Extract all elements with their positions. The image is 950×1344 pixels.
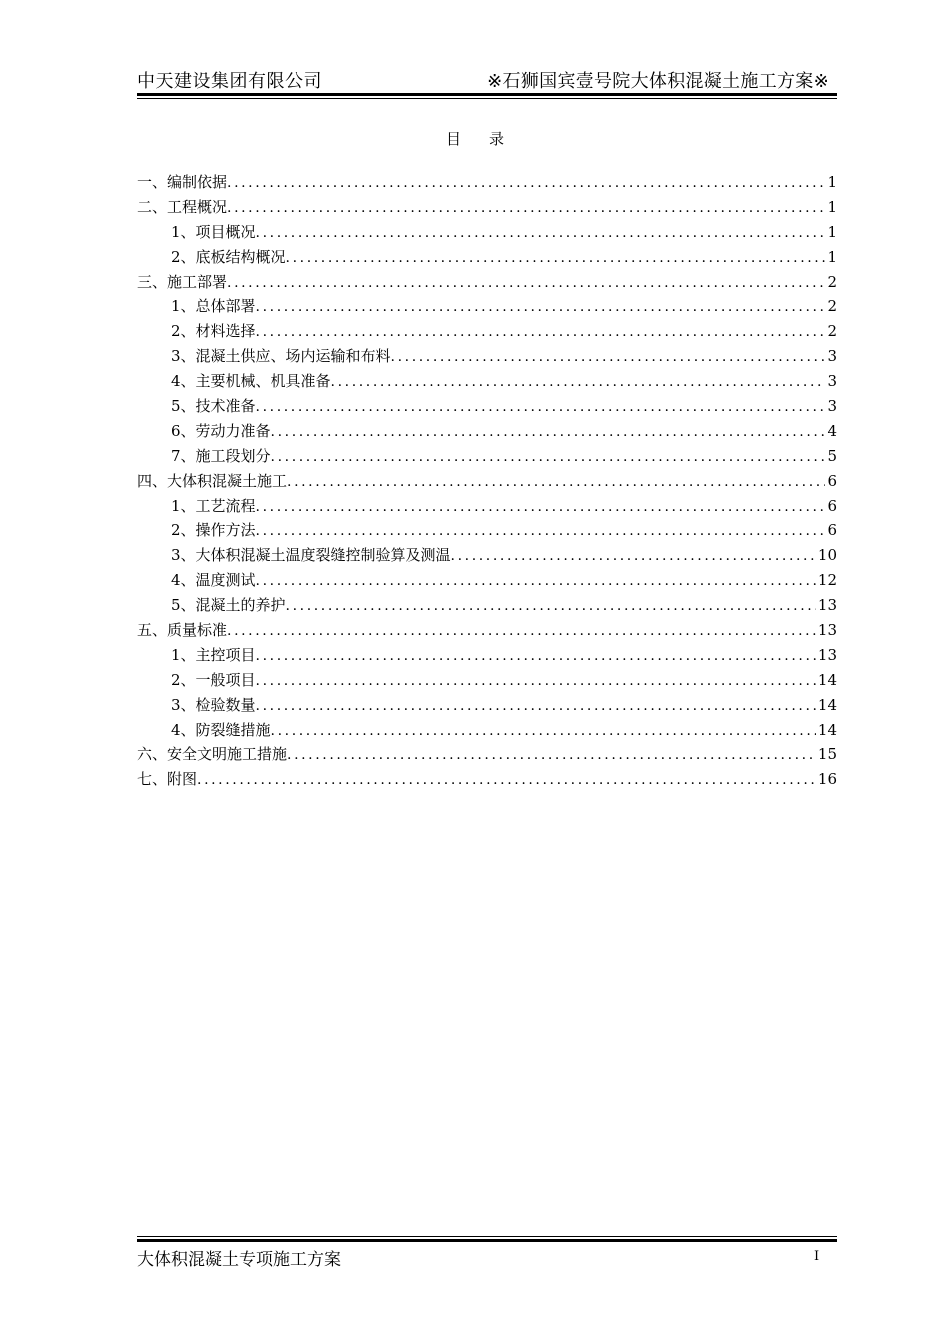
toc-leader-dots bbox=[256, 694, 816, 719]
toc-entry-label: 1、项目概况 bbox=[171, 222, 256, 241]
table-of-contents bbox=[137, 170, 837, 792]
toc-entry-label: 七、附图 bbox=[137, 770, 198, 789]
toc-leader-dots bbox=[256, 644, 816, 669]
toc-entry-page: 6 bbox=[827, 471, 837, 490]
toc-entry-page: 15 bbox=[817, 745, 837, 764]
toc-entry[interactable] bbox=[137, 220, 837, 245]
toc-entry-page: 1 bbox=[827, 197, 837, 216]
toc-entry-page: 2 bbox=[827, 297, 837, 316]
toc-entry-label: 1、主控项目 bbox=[171, 645, 256, 664]
toc-entry-label: 五、质量标准 bbox=[137, 621, 228, 640]
toc-entry-page: 13 bbox=[817, 621, 837, 640]
toc-entry-label: 1、总体部署 bbox=[171, 297, 256, 316]
toc-leader-dots bbox=[256, 221, 826, 246]
toc-entry-label: 4、温度测试 bbox=[171, 571, 256, 590]
toc-leader-dots bbox=[256, 295, 826, 320]
toc-entry-label: 5、技术准备 bbox=[171, 397, 256, 416]
toc-entry-label: 5、混凝土的养护 bbox=[171, 596, 286, 615]
toc-entry-label: 7、施工段划分 bbox=[171, 446, 271, 465]
header-company: 中天建设集团有限公司 bbox=[137, 71, 322, 92]
toc-entry[interactable] bbox=[137, 294, 837, 319]
toc-entry[interactable] bbox=[137, 419, 837, 444]
footer-rule-thin bbox=[137, 1236, 837, 1237]
toc-leader-dots bbox=[287, 470, 825, 495]
toc-entry-page: 13 bbox=[817, 596, 837, 615]
toc-entry-page: 12 bbox=[817, 571, 837, 590]
toc-leader-dots bbox=[197, 768, 816, 793]
toc-entry[interactable] bbox=[137, 643, 837, 668]
toc-title-part2: 录 bbox=[489, 130, 505, 148]
toc-entry-page: 14 bbox=[817, 670, 837, 689]
toc-entry[interactable] bbox=[137, 718, 837, 743]
footer-document-name: 大体积混凝土专项施工方案 bbox=[137, 1250, 341, 1270]
toc-entry[interactable] bbox=[137, 469, 837, 494]
toc-entry-label: 四、大体积混凝土施工 bbox=[137, 471, 288, 490]
toc-entry[interactable] bbox=[137, 518, 837, 543]
toc-entry-label: 3、大体积混凝土温度裂缝控制验算及测温 bbox=[171, 546, 451, 565]
toc-leader-dots bbox=[256, 569, 816, 594]
toc-entry[interactable] bbox=[137, 170, 837, 195]
toc-entry-page: 1 bbox=[827, 247, 837, 266]
toc-entry-page: 5 bbox=[827, 446, 837, 465]
toc-entry[interactable] bbox=[137, 693, 837, 718]
toc-title-part1: 目 bbox=[445, 130, 461, 148]
toc-entry[interactable] bbox=[137, 245, 837, 270]
toc-entry-page: 3 bbox=[827, 372, 837, 391]
toc-leader-dots bbox=[287, 743, 816, 768]
footer-rule-thick bbox=[137, 1239, 837, 1242]
toc-entry-page: 6 bbox=[827, 496, 837, 515]
toc-title bbox=[0, 128, 950, 149]
toc-entry-label: 4、主要机械、机具准备 bbox=[171, 372, 331, 391]
toc-entry-page: 2 bbox=[827, 272, 837, 291]
toc-entry[interactable] bbox=[137, 742, 837, 767]
toc-entry-page: 4 bbox=[827, 421, 837, 440]
toc-entry[interactable] bbox=[137, 344, 837, 369]
footer-page-number: I bbox=[814, 1249, 820, 1264]
toc-entry-page: 1 bbox=[827, 173, 837, 191]
toc-entry-label: 二、工程概况 bbox=[137, 197, 228, 216]
toc-entry-page: 3 bbox=[827, 397, 837, 416]
toc-entry-label: 三、施工部署 bbox=[137, 272, 228, 291]
toc-entry[interactable] bbox=[137, 369, 837, 394]
toc-entry-page: 14 bbox=[817, 720, 837, 739]
toc-entry[interactable] bbox=[137, 394, 837, 419]
toc-entry-label: 2、一般项目 bbox=[171, 670, 256, 689]
toc-leader-dots bbox=[227, 619, 816, 644]
toc-entry[interactable] bbox=[137, 195, 837, 220]
toc-entry-label: 4、防裂缝措施 bbox=[171, 720, 271, 739]
toc-entry-page: 10 bbox=[817, 546, 837, 565]
toc-leader-dots bbox=[286, 594, 816, 619]
toc-leader-dots bbox=[256, 669, 816, 694]
toc-leader-dots bbox=[331, 370, 826, 395]
toc-entry[interactable] bbox=[137, 543, 837, 568]
header-rule-thin bbox=[137, 98, 837, 99]
toc-entry[interactable] bbox=[137, 270, 837, 295]
toc-leader-dots bbox=[256, 495, 826, 520]
header-rule-thick bbox=[137, 93, 837, 96]
toc-entry[interactable] bbox=[137, 593, 837, 618]
toc-entry-page: 13 bbox=[817, 645, 837, 664]
toc-entry-label: 2、材料选择 bbox=[171, 322, 256, 341]
toc-entry-page: 1 bbox=[827, 222, 837, 241]
toc-leader-dots bbox=[271, 420, 826, 445]
toc-leader-dots bbox=[227, 196, 825, 221]
toc-entry-page: 3 bbox=[827, 347, 837, 366]
toc-entry-label: 六、安全文明施工措施 bbox=[137, 745, 288, 764]
toc-entry-page: 2 bbox=[827, 322, 837, 341]
toc-leader-dots bbox=[391, 345, 826, 370]
toc-entry-label: 6、劳动力准备 bbox=[171, 421, 271, 440]
toc-entry-label: 1、工艺流程 bbox=[171, 496, 256, 515]
toc-entry-label: 3、混凝土供应、场内运输和布料 bbox=[171, 347, 391, 366]
toc-leader-dots bbox=[256, 395, 826, 420]
toc-leader-dots bbox=[227, 171, 825, 196]
toc-entry-label: 2、操作方法 bbox=[171, 521, 256, 540]
toc-entry[interactable] bbox=[137, 767, 837, 792]
toc-leader-dots bbox=[256, 519, 826, 544]
toc-entry-page: 6 bbox=[827, 521, 837, 540]
toc-entry[interactable] bbox=[137, 668, 837, 693]
toc-leader-dots bbox=[271, 719, 816, 744]
toc-entry[interactable] bbox=[137, 568, 837, 593]
toc-entry-label: 2、底板结构概况 bbox=[171, 247, 286, 266]
toc-entry[interactable] bbox=[137, 494, 837, 519]
page-header bbox=[137, 64, 837, 96]
toc-entry-label: 一、编制依据 bbox=[137, 173, 228, 191]
toc-leader-dots bbox=[271, 445, 826, 470]
toc-entry-label: 3、检验数量 bbox=[171, 695, 256, 714]
header-document-title: ※石狮国宾壹号院大体积混凝土施工方案※ bbox=[487, 71, 829, 92]
toc-leader-dots bbox=[286, 246, 826, 271]
toc-leader-dots bbox=[227, 271, 825, 296]
toc-entry[interactable] bbox=[137, 618, 837, 643]
toc-leader-dots bbox=[256, 320, 826, 345]
toc-leader-dots bbox=[451, 544, 816, 569]
toc-entry-page: 14 bbox=[817, 695, 837, 714]
toc-entry-page: 16 bbox=[817, 770, 837, 789]
toc-entry[interactable] bbox=[137, 319, 837, 344]
toc-entry[interactable] bbox=[137, 444, 837, 469]
